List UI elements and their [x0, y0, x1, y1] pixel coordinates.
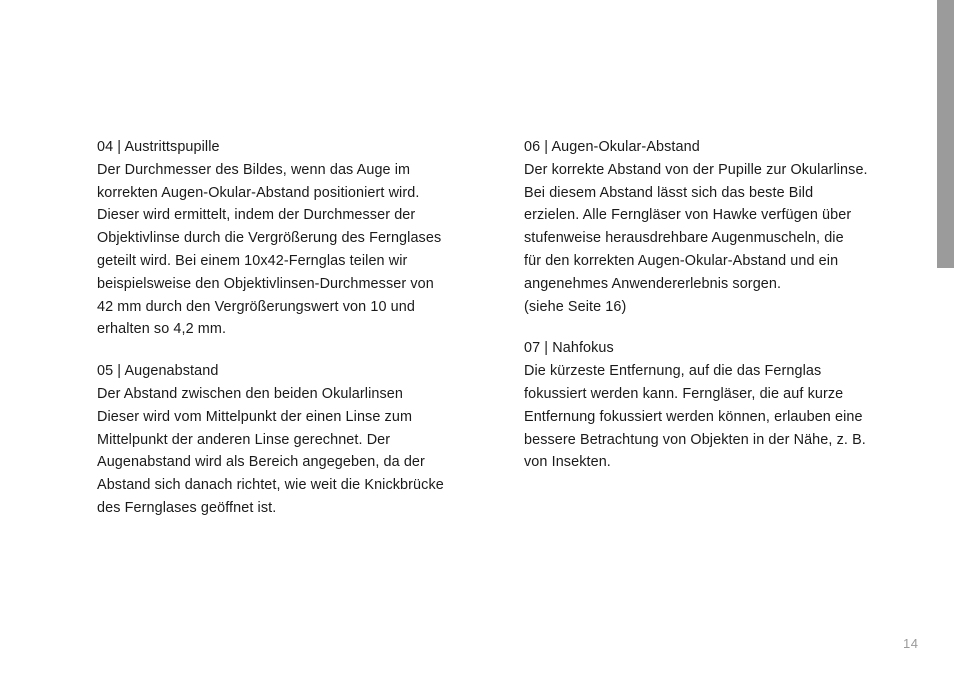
body-line: Entfernung fokussiert werden können, erlauben eine: [524, 408, 863, 425]
body-line: geteilt wird. Bei einem 10x42-Fernglas teilen wir: [97, 252, 408, 269]
body-line: fokussiert werden kann. Ferngläser, die auf kurze: [524, 385, 844, 402]
body-line: für den korrekten Augen-Okular-Abstand und ein: [524, 252, 839, 269]
page-number: 14: [903, 636, 919, 651]
body-line: erhalten so 4,2 mm.: [97, 321, 227, 338]
body-line: Der Abstand zwischen den beiden Okularlinsen: [97, 385, 403, 402]
section-augenabstand: [97, 360, 497, 520]
right-column: [524, 136, 929, 493]
page-reference: (siehe Seite 16): [524, 298, 627, 315]
body-line: Der Durchmesser des Bildes, wenn das Auge im: [97, 161, 411, 178]
body-line: Abstand sich danach richtet, wie weit die Knickbrücke: [97, 477, 444, 494]
body-line: Augenabstand wird als Bereich angegeben, da der: [97, 454, 425, 471]
body-line: Bei diesem Abstand lässt sich das beste Bild: [524, 184, 814, 201]
body-line: korrekten Augen-Okular-Abstand positioniert wird.: [97, 184, 420, 201]
body-line: des Fernglases geöffnet ist.: [97, 499, 277, 516]
body-line: Der korrekte Abstand von der Pupille zur Okularlinse.: [524, 161, 868, 178]
body-line: Dieser wird ermittelt, indem der Durchmesser der: [97, 207, 416, 224]
body-line: von Insekten.: [524, 454, 611, 471]
body-line: Die kürzeste Entfernung, auf die das Fernglas: [524, 363, 822, 380]
section-heading: 04 | Austrittspupille: [97, 139, 220, 155]
body-line: erzielen. Alle Ferngläser von Hawke verfügen über: [524, 207, 852, 224]
body-line: angenehmes Anwendererlebnis sorgen.: [524, 275, 782, 292]
body-line: Dieser wird vom Mittelpunkt der einen Linse zum: [97, 408, 413, 425]
body-line: bessere Betrachtung von Objekten in der Nähe, z. B.: [524, 431, 866, 448]
left-column: [97, 136, 497, 539]
side-tab-marker: [937, 0, 954, 268]
section-austrittspupille: [97, 136, 497, 341]
section-heading: 05 | Augenabstand: [97, 363, 219, 380]
body-line: 42 mm durch den Vergrößerungswert von 10 und: [97, 298, 415, 315]
section-heading: 07 | Nahfokus: [524, 340, 614, 357]
body-line: Objektivlinse durch die Vergrößerung des Fernglases: [97, 230, 442, 247]
section-augen-okular-abstand: [524, 136, 929, 318]
body-line: Mittelpunkt der anderen Linse gerechnet. Der: [97, 431, 391, 448]
section-heading: 06 | Augen-Okular-Abstand: [524, 139, 700, 155]
body-line: stufenweise herausdrehbare Augenmuscheln, die: [524, 230, 844, 247]
section-nahfokus: [524, 337, 929, 474]
body-line: beispielsweise den Objektivlinsen-Durchmesser von: [97, 275, 434, 292]
